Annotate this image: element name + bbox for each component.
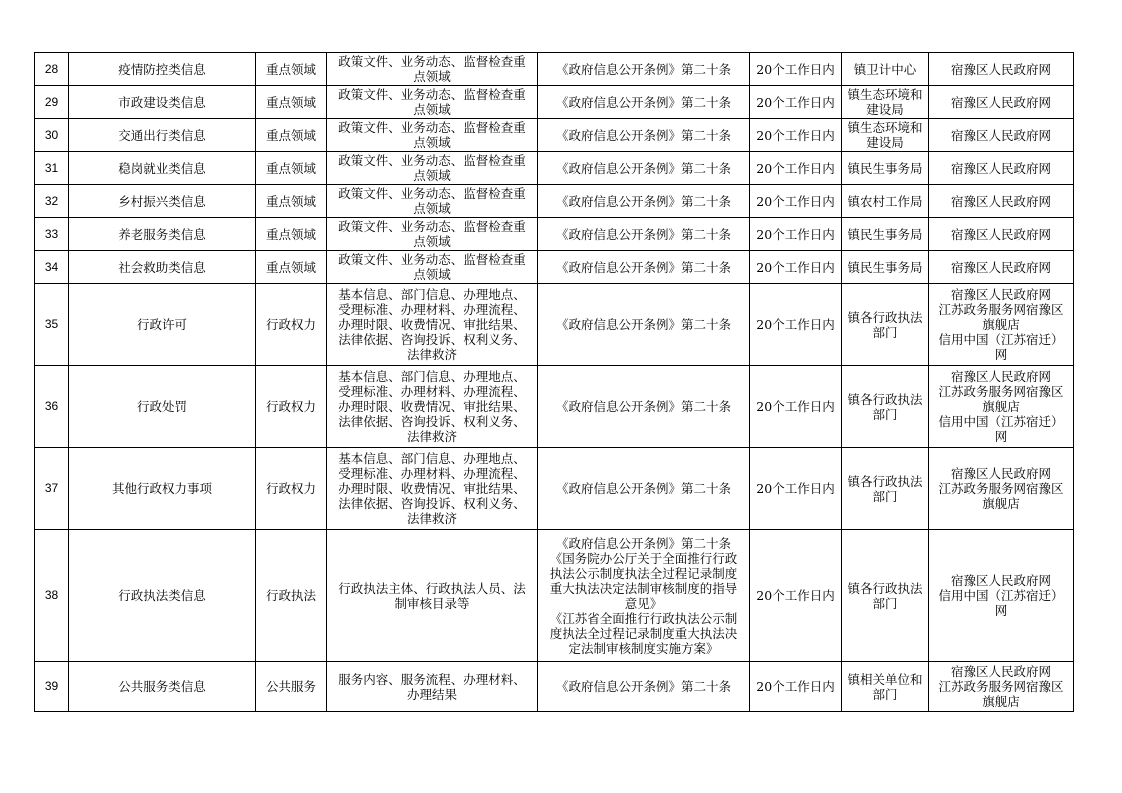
responsible-dept-line: 镇生态环境和: [847, 120, 923, 135]
responsible-dept-cell: [842, 86, 929, 119]
publish-channel-line: 宿豫区人民政府网: [950, 664, 1051, 679]
publish-channel-line: 宿豫区人民政府网: [950, 127, 1051, 143]
publish-channel-line: 信用中国（江苏宿迁）: [938, 588, 1064, 603]
time-limit-cell: 20个工作日内: [750, 119, 842, 152]
info-type-cell: 重点领域: [256, 251, 327, 284]
info-content-line: 点领域: [413, 168, 451, 183]
time-limit-cell: 20个工作日内: [750, 86, 842, 119]
row-number-cell: 28: [35, 53, 69, 86]
legal-basis-line: 定法制审核制度实施方案》: [568, 640, 719, 656]
info-name-cell: 养老服务类信息: [69, 218, 256, 251]
responsible-dept-line: 镇卫计中心: [853, 61, 917, 77]
info-content-cell: [327, 218, 538, 251]
publish-channel-line: 宿豫区人民政府网: [950, 466, 1051, 481]
info-name-cell: 其他行政权力事项: [69, 448, 256, 530]
publish-channel-line: 宿豫区人民政府网: [950, 369, 1051, 384]
legal-basis-cell: [538, 251, 750, 284]
legal-basis-cell: [538, 284, 750, 366]
row-number-cell: 32: [35, 185, 69, 218]
info-name-cell: 社会救助类信息: [69, 251, 256, 284]
table-row: [35, 662, 1074, 712]
info-name-cell: 市政建设类信息: [69, 86, 256, 119]
responsible-dept-cell: [842, 530, 929, 662]
publish-channel-cell: [929, 662, 1074, 712]
publish-channel-line: 宿豫区人民政府网: [950, 287, 1051, 302]
publish-channel-line: 江苏政务服务网宿豫区: [938, 679, 1064, 694]
info-content-cell: [327, 662, 538, 712]
info-content-line: 点领域: [413, 102, 451, 117]
legal-basis-line: 《政府信息公开条例》第二十条: [555, 317, 731, 332]
responsible-dept-cell: [842, 119, 929, 152]
info-name-cell: 行政执法类信息: [69, 530, 256, 662]
info-content-line: 办理时限、收费情况、审批结果、: [338, 399, 526, 414]
info-content-line: 服务内容、服务流程、办理材料、: [338, 671, 526, 687]
info-content-line: 受理标准、办理材料、办理流程、: [338, 466, 526, 481]
legal-basis-line: 《政府信息公开条例》第二十条: [555, 61, 731, 77]
time-limit-cell: 20个工作日内: [750, 185, 842, 218]
table-body: [35, 53, 1074, 712]
info-content-cell: [327, 448, 538, 530]
row-number-cell: 31: [35, 152, 69, 185]
info-content-line: 政策文件、业务动态、监督检查重: [338, 219, 526, 234]
info-type-cell: 行政权力: [256, 284, 327, 366]
info-content-line: 法律救济: [406, 511, 457, 526]
legal-basis-cell: [538, 53, 750, 86]
info-content-line: 点领域: [413, 69, 451, 84]
info-type-cell: 行政执法: [256, 530, 327, 662]
info-content-line: 政策文件、业务动态、监督检查重: [338, 186, 526, 201]
legal-basis-line: 《江苏省全面推行行政执法公示制: [549, 610, 738, 626]
info-content-cell: [327, 53, 538, 86]
table-row: [35, 86, 1074, 119]
responsible-dept-line: 镇相关单位和: [847, 671, 923, 687]
legal-basis-line: 《国务院办公厅关于全面推行行政: [549, 550, 738, 566]
info-type-cell: 行政权力: [256, 448, 327, 530]
publish-channel-line: 旗舰店: [982, 496, 1020, 511]
table-row: [35, 284, 1074, 366]
info-content-line: 基本信息、部门信息、办理地点、: [338, 287, 526, 302]
info-content-line: 办理时限、收费情况、审批结果、: [338, 317, 526, 332]
info-type-cell: 公共服务: [256, 662, 327, 712]
responsible-dept-cell: [842, 152, 929, 185]
row-number-cell: 37: [35, 448, 69, 530]
publish-channel-line: 江苏政务服务网宿豫区: [938, 302, 1064, 317]
time-limit-cell: 20个工作日内: [750, 448, 842, 530]
info-name-cell: 稳岗就业类信息: [69, 152, 256, 185]
table-row: [35, 448, 1074, 530]
responsible-dept-line: 部门: [872, 686, 898, 702]
legal-basis-line: 《政府信息公开条例》第二十条: [555, 259, 731, 275]
info-content-line: 基本信息、部门信息、办理地点、: [338, 451, 526, 466]
info-content-line: 受理标准、办理材料、办理流程、: [338, 384, 526, 399]
responsible-dept-line: 建设局: [866, 102, 904, 117]
legal-basis-line: 《政府信息公开条例》第二十条: [555, 679, 731, 694]
row-number-cell: 34: [35, 251, 69, 284]
publish-channel-cell: [929, 152, 1074, 185]
legal-basis-cell: [538, 86, 750, 119]
responsible-dept-line: 镇各行政执法: [847, 309, 923, 325]
info-content-cell: [327, 152, 538, 185]
table-row: [35, 366, 1074, 448]
legal-basis-line: 《政府信息公开条例》第二十条: [555, 160, 731, 176]
table-row: [35, 218, 1074, 251]
info-content-line: 行政执法主体、行政执法人员、法: [338, 580, 526, 596]
info-content-line: 政策文件、业务动态、监督检查重: [338, 87, 526, 102]
legal-basis-cell: [538, 662, 750, 712]
publish-channel-line: 旗舰店: [982, 317, 1020, 332]
time-limit-cell: 20个工作日内: [750, 218, 842, 251]
legal-basis-line: 《政府信息公开条例》第二十条: [555, 535, 731, 551]
info-name-cell: 疫情防控类信息: [69, 53, 256, 86]
publish-channel-line: 旗舰店: [982, 694, 1020, 709]
legal-basis-cell: [538, 152, 750, 185]
publish-channel-cell: [929, 530, 1074, 662]
info-content-cell: [327, 366, 538, 448]
legal-basis-cell: [538, 366, 750, 448]
info-type-cell: 重点领域: [256, 86, 327, 119]
info-name-cell: 行政许可: [69, 284, 256, 366]
publish-channel-line: 网: [994, 603, 1008, 618]
responsible-dept-cell: [842, 284, 929, 366]
info-content-line: 政策文件、业务动态、监督检查重: [338, 252, 526, 267]
info-content-line: 法律救济: [406, 429, 457, 444]
legal-basis-line: 《政府信息公开条例》第二十条: [555, 481, 731, 496]
responsible-dept-line: 镇生态环境和: [847, 87, 923, 102]
legal-basis-line: 意见》: [624, 595, 663, 611]
responsible-dept-line: 镇各行政执法: [847, 391, 923, 407]
table-row: [35, 530, 1074, 662]
responsible-dept-cell: [842, 218, 929, 251]
time-limit-cell: 20个工作日内: [750, 251, 842, 284]
responsible-dept-cell: [842, 662, 929, 712]
info-type-cell: 重点领域: [256, 185, 327, 218]
table-row: [35, 251, 1074, 284]
responsible-dept-cell: [842, 251, 929, 284]
row-number-cell: 36: [35, 366, 69, 448]
publish-channel-cell: [929, 251, 1074, 284]
row-number-cell: 30: [35, 119, 69, 152]
legal-basis-cell: [538, 448, 750, 530]
time-limit-cell: 20个工作日内: [750, 366, 842, 448]
publish-channel-line: 宿豫区人民政府网: [950, 573, 1051, 588]
legal-basis-cell: [538, 119, 750, 152]
responsible-dept-line: 部门: [872, 595, 898, 611]
legal-basis-line: 《政府信息公开条例》第二十条: [555, 399, 731, 414]
publish-channel-line: 宿豫区人民政府网: [950, 259, 1051, 275]
legal-basis-cell: [538, 218, 750, 251]
responsible-dept-cell: [842, 185, 929, 218]
responsible-dept-line: 镇农村工作局: [847, 193, 923, 209]
publish-channel-line: 宿豫区人民政府网: [950, 160, 1051, 176]
info-content-line: 受理标准、办理材料、办理流程、: [338, 302, 526, 317]
time-limit-cell: 20个工作日内: [750, 53, 842, 86]
legal-basis-line: 执法公示制度执法全过程记录制度: [549, 565, 738, 581]
info-content-line: 法律依据、咨询投诉、权利义务、: [338, 496, 526, 511]
legal-basis-cell: [538, 530, 750, 662]
info-type-cell: 重点领域: [256, 152, 327, 185]
publish-channel-cell: [929, 119, 1074, 152]
legal-basis-line: 重大执法决定法制审核制度的指导: [549, 580, 738, 596]
info-type-cell: 重点领域: [256, 53, 327, 86]
info-content-line: 基本信息、部门信息、办理地点、: [338, 369, 526, 384]
responsible-dept-line: 部门: [872, 488, 898, 504]
info-content-line: 法律救济: [406, 347, 457, 362]
responsible-dept-cell: [842, 53, 929, 86]
time-limit-cell: 20个工作日内: [750, 530, 842, 662]
info-content-line: 点领域: [413, 135, 451, 150]
info-content-line: 政策文件、业务动态、监督检查重: [338, 153, 526, 168]
info-content-cell: [327, 284, 538, 366]
publish-channel-cell: [929, 185, 1074, 218]
publish-channel-cell: [929, 366, 1074, 448]
publish-channel-cell: [929, 218, 1074, 251]
publish-channel-line: 宿豫区人民政府网: [950, 61, 1051, 77]
time-limit-cell: 20个工作日内: [750, 284, 842, 366]
legal-basis-cell: [538, 185, 750, 218]
info-content-line: 办理结果: [406, 686, 457, 702]
publish-channel-line: 信用中国（江苏宿迁）: [938, 414, 1064, 429]
responsible-dept-line: 镇民生事务局: [847, 160, 923, 176]
responsible-dept-line: 建设局: [866, 135, 904, 150]
publish-channel-line: 江苏政务服务网宿豫区: [938, 384, 1064, 399]
responsible-dept-line: 部门: [872, 324, 898, 340]
publish-channel-line: 宿豫区人民政府网: [950, 94, 1051, 110]
legal-basis-line: 《政府信息公开条例》第二十条: [555, 94, 731, 110]
responsible-dept-line: 镇各行政执法: [847, 473, 923, 489]
info-content-line: 点领域: [413, 234, 451, 249]
time-limit-cell: 20个工作日内: [750, 152, 842, 185]
info-name-cell: 交通出行类信息: [69, 119, 256, 152]
row-number-cell: 35: [35, 284, 69, 366]
info-content-line: 点领域: [413, 201, 451, 216]
info-content-line: 法律依据、咨询投诉、权利义务、: [338, 414, 526, 429]
info-type-cell: 重点领域: [256, 218, 327, 251]
info-content-line: 法律依据、咨询投诉、权利义务、: [338, 332, 526, 347]
legal-basis-line: 《政府信息公开条例》第二十条: [555, 127, 731, 143]
responsible-dept-line: 镇各行政执法: [847, 580, 923, 596]
info-content-cell: [327, 530, 538, 662]
info-content-cell: [327, 185, 538, 218]
responsible-dept-cell: [842, 366, 929, 448]
info-name-cell: 行政处罚: [69, 366, 256, 448]
info-type-cell: 重点领域: [256, 119, 327, 152]
row-number-cell: 33: [35, 218, 69, 251]
time-limit-cell: 20个工作日内: [750, 662, 842, 712]
info-content-line: 点领域: [413, 267, 451, 282]
publish-channel-line: 宿豫区人民政府网: [950, 226, 1051, 242]
info-content-cell: [327, 119, 538, 152]
info-content-cell: [327, 251, 538, 284]
info-content-line: 办理时限、收费情况、审批结果、: [338, 481, 526, 496]
info-name-cell: 乡村振兴类信息: [69, 185, 256, 218]
publish-channel-line: 江苏政务服务网宿豫区: [938, 481, 1064, 496]
info-content-line: 制审核目录等: [394, 595, 470, 611]
publish-channel-line: 旗舰店: [982, 399, 1020, 414]
responsible-dept-line: 部门: [872, 406, 898, 422]
info-type-cell: 行政权力: [256, 366, 327, 448]
table-row: [35, 119, 1074, 152]
legal-basis-line: 度执法全过程记录制度重大执法决: [549, 625, 738, 641]
table-row: [35, 152, 1074, 185]
publish-channel-cell: [929, 448, 1074, 530]
table-row: [35, 53, 1074, 86]
legal-basis-line: 《政府信息公开条例》第二十条: [555, 193, 731, 209]
publish-channel-line: 网: [994, 347, 1008, 362]
publish-channel-line: 宿豫区人民政府网: [950, 193, 1051, 209]
info-content-line: 政策文件、业务动态、监督检查重: [338, 54, 526, 69]
publish-channel-cell: [929, 284, 1074, 366]
publish-channel-cell: [929, 86, 1074, 119]
info-name-cell: 公共服务类信息: [69, 662, 256, 712]
info-content-line: 政策文件、业务动态、监督检查重: [338, 120, 526, 135]
info-disclosure-table: [34, 52, 1074, 712]
publish-channel-line: 网: [994, 429, 1008, 444]
legal-basis-line: 《政府信息公开条例》第二十条: [555, 226, 731, 242]
row-number-cell: 29: [35, 86, 69, 119]
info-content-cell: [327, 86, 538, 119]
responsible-dept-line: 镇民生事务局: [847, 226, 923, 242]
publish-channel-cell: [929, 53, 1074, 86]
publish-channel-line: 信用中国（江苏宿迁）: [938, 332, 1064, 347]
responsible-dept-cell: [842, 448, 929, 530]
row-number-cell: 38: [35, 530, 69, 662]
row-number-cell: 39: [35, 662, 69, 712]
table-row: [35, 185, 1074, 218]
responsible-dept-line: 镇民生事务局: [847, 259, 923, 275]
